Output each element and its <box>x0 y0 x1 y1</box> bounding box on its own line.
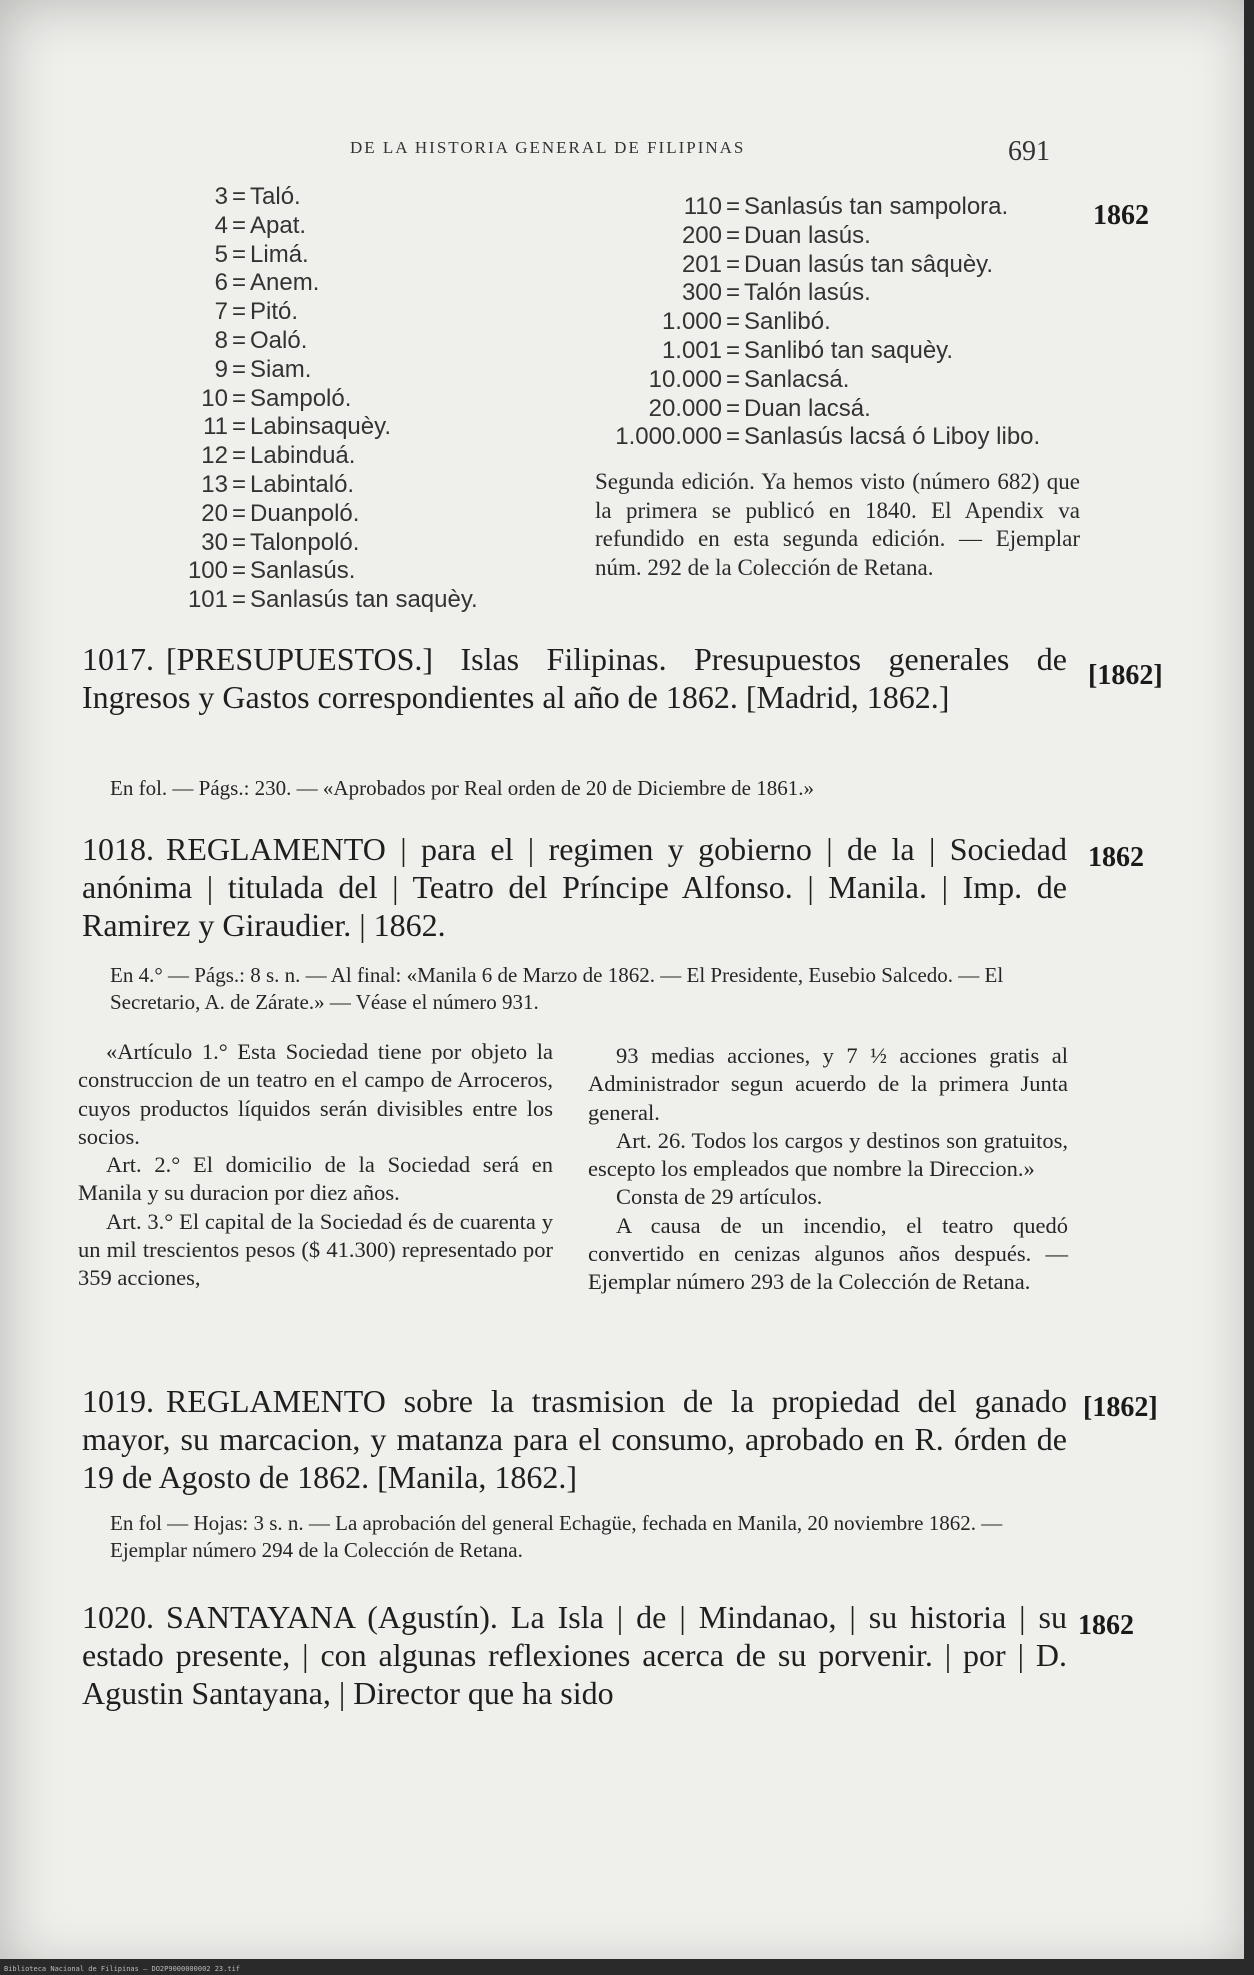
year-marker: [1862] <box>1083 1392 1158 1423</box>
entry-note: En fol — Hojas: 3 s. n. — La aprobación del general Echagüe, fechada en Manila, 20 noviembre 1862. — Ejemplar número 294 de la Colección de Retana. <box>110 1511 1003 1562</box>
equals-sign: = <box>232 442 247 470</box>
entry-number: 1018. <box>82 831 154 867</box>
numeral-word: Pitó. <box>250 298 299 326</box>
catalog-entry-1019 <box>82 1382 1067 1496</box>
numeral-word: Duanpoló. <box>250 499 360 527</box>
numeral-word: Siam. <box>250 355 312 383</box>
equals-sign: = <box>232 470 247 498</box>
numeral-word: Talón lasús. <box>744 279 871 307</box>
equals-sign: = <box>232 384 247 412</box>
equals-sign: = <box>726 221 741 249</box>
equals-sign: = <box>726 193 741 220</box>
numeral-value: 201 <box>681 250 722 278</box>
numerals-list-left <box>140 183 478 615</box>
numeral-row <box>140 183 478 212</box>
equals-sign: = <box>232 499 247 527</box>
numeral-value: 8 <box>214 326 228 354</box>
numerals-list-right <box>580 193 1040 452</box>
entry-note: En 4.° — Págs.: 8 s. n. — Al final: «Manila 6 de Marzo de 1862. — El Presidente, Eusebio Salcedo. — El Secretario, A. de Zárate.» — Véase el número 931. <box>110 963 1004 1014</box>
equals-sign: = <box>726 423 741 451</box>
numeral-word: Duan lacsá. <box>744 394 871 422</box>
numeral-row <box>580 222 1040 251</box>
entry-title: REGLAMENTO sobre la trasmision de la propiedad del ganado mayor, su marcacion, y matanza para el consumo, aprobado en R. órden de 19 de Agosto de 1862. [Manila, 1862.] <box>82 1383 1067 1495</box>
entry-number: 1019. <box>82 1383 154 1419</box>
numeral-value: 7 <box>214 298 228 326</box>
scan-footer: Biblioteca Nacional de Filipinas — DO2P9000000002 23.tif <box>4 1965 241 1973</box>
numeral-word: Sanlasús. <box>250 557 356 585</box>
numeral-word: Duan lasús. <box>744 221 871 249</box>
numeral-word: Sanlasús tan saquèy. <box>250 586 478 614</box>
edition-note: Segunda edición. Ya hemos visto (número 682) que la primera se publicó en 1840. El Apendix va refundido en esta segunda edición. — Ejemplar núm. 292 de la Colección de Retana. <box>595 469 1080 580</box>
numeral-row <box>140 212 478 241</box>
numeral-row <box>580 337 1040 366</box>
equals-sign: = <box>232 240 247 268</box>
column-paragraph: A causa de un incendio, el teatro quedó convertido en cenizas algunos años después. — Ejemplar número 293 de la Colección de Retana. <box>588 1212 1068 1295</box>
numeral-value: 110 <box>683 193 722 220</box>
numeral-value: 11 <box>203 413 228 441</box>
equals-sign: = <box>726 279 741 307</box>
numeral-value: 1.000 <box>661 308 722 336</box>
numeral-word: Labinduá. <box>250 442 356 470</box>
equals-sign: = <box>232 557 247 585</box>
numeral-value: 9 <box>214 355 228 383</box>
equals-sign: = <box>232 528 247 556</box>
equals-sign: = <box>726 336 741 364</box>
numeral-word: Labintaló. <box>250 470 355 498</box>
numeral-row <box>140 471 478 500</box>
numeral-value: 3 <box>214 183 228 210</box>
numeral-value: 100 <box>187 557 228 585</box>
numeral-word: Labinsaquèy. <box>250 413 392 441</box>
numeral-word: Anem. <box>250 269 320 297</box>
numeral-row <box>140 356 478 385</box>
entry-title: [PRESUPUESTOS.] Islas Filipinas. Presupuestos generales de Ingresos y Gastos correspondientes al año de 1862. [Madrid, 1862.] <box>82 641 1067 715</box>
numeral-row <box>140 298 478 327</box>
numeral-value: 1.001 <box>661 336 722 364</box>
numeral-value: 10 <box>201 384 228 412</box>
numeral-row <box>580 423 1040 452</box>
equals-sign: = <box>232 355 247 383</box>
entry-number: 1017. <box>82 641 154 677</box>
numeral-value: 12 <box>201 442 228 470</box>
column-paragraph: Art. 2.° El domicilio de la Sociedad será en Manila y su duracion por diez años. <box>78 1152 553 1206</box>
equals-sign: = <box>726 308 741 336</box>
catalog-entry-1017 <box>82 640 1067 716</box>
numeral-value: 1.000.000 <box>615 423 722 451</box>
numeral-word: Sanlacsá. <box>744 365 850 393</box>
numeral-value: 300 <box>681 279 722 307</box>
equals-sign: = <box>232 211 247 239</box>
column-paragraph: Art. 26. Todos los cargos y destinos son gratuitos, escepto los empleados que nombre la Direccion.» <box>588 1127 1068 1182</box>
equals-sign: = <box>232 269 247 297</box>
equals-sign: = <box>232 298 247 326</box>
column-paragraph: Consta de 29 artículos. <box>616 1184 823 1210</box>
page-number: 691 <box>1008 136 1050 167</box>
equals-sign: = <box>726 250 741 278</box>
year-marker: [1862] <box>1088 660 1163 691</box>
numeral-row <box>580 366 1040 395</box>
numeral-row <box>580 308 1040 337</box>
numeral-row <box>140 241 478 270</box>
year-marker: 1862 <box>1088 842 1144 873</box>
numeral-value: 200 <box>681 221 722 249</box>
numeral-word: Limá. <box>250 240 309 268</box>
scan-edge <box>1244 0 1254 1975</box>
left-column <box>78 1038 553 1293</box>
numeral-row <box>140 586 478 615</box>
year-marker: 1862 <box>1093 200 1149 231</box>
numeral-value: 30 <box>201 528 228 556</box>
numeral-word: Sampoló. <box>250 384 352 412</box>
equals-sign: = <box>726 394 741 422</box>
numeral-word: Oaló. <box>250 326 308 354</box>
numeral-row <box>140 529 478 558</box>
numeral-row <box>580 395 1040 424</box>
numeral-row <box>140 500 478 529</box>
numeral-word: Apat. <box>250 211 307 239</box>
right-column <box>588 1042 1068 1297</box>
numeral-word: Sanlasús lacsá ó Liboy libo. <box>744 423 1041 451</box>
column-paragraph: «Artículo 1.° Esta Sociedad tiene por objeto la construccion de un teatro en el campo de Arroceros, cuyos productos líquidos serán divisibles entre los socios. <box>78 1039 553 1149</box>
numeral-value: 20 <box>201 499 228 527</box>
numeral-value: 10.000 <box>648 365 722 393</box>
numeral-value: 20.000 <box>648 394 722 422</box>
entry-title: SANTAYANA (Agustín). La Isla | de | Mindanao, | su historia | su estado presente, | con algunas reflexiones acerca de su porvenir. | por | D. Agustin Santayana, | Director que ha sido <box>82 1599 1067 1711</box>
numeral-word: Talonpoló. <box>250 528 360 556</box>
numeral-row <box>140 269 478 298</box>
entry-note: En fol. — Págs.: 230. — «Aprobados por Real orden de 20 de Diciembre de 1861.» <box>110 776 814 800</box>
equals-sign: = <box>232 586 247 614</box>
year-marker: 1862 <box>1078 1610 1134 1641</box>
numeral-word: Sanlibó tan saquèy. <box>744 336 954 364</box>
catalog-entry-1020 <box>82 1598 1067 1712</box>
numeral-row <box>580 251 1040 280</box>
numeral-word: Taló. <box>250 183 301 210</box>
numeral-row <box>140 385 478 414</box>
equals-sign: = <box>232 413 247 441</box>
equals-sign: = <box>232 326 247 354</box>
numeral-value: 4 <box>214 211 228 239</box>
equals-sign: = <box>726 365 741 393</box>
numeral-value: 101 <box>187 586 228 614</box>
numeral-value: 6 <box>214 269 228 297</box>
entry-number: 1020. <box>82 1599 154 1635</box>
catalog-entry-1018 <box>82 830 1067 944</box>
column-paragraph: 93 medias acciones, y 7 ½ acciones gratis al Administrador segun acuerdo de la primera Junta general. <box>588 1043 1068 1125</box>
numeral-row <box>580 193 1040 222</box>
numeral-row <box>580 279 1040 308</box>
equals-sign: = <box>232 183 247 210</box>
numeral-row <box>140 327 478 356</box>
numeral-value: 5 <box>214 240 228 268</box>
numeral-value: 13 <box>201 470 228 498</box>
numeral-row <box>140 442 478 471</box>
numeral-word: Sanlasús tan sampolora. <box>744 193 1009 220</box>
numeral-word: Duan lasús tan sâquèy. <box>744 250 994 278</box>
entry-title: REGLAMENTO | para el | regimen y gobierno | de la | Sociedad anónima | titulada del | Teatro del Príncipe Alfonso. | Manila. | Imp. de Ramirez y Giraudier. | 1862. <box>82 831 1067 943</box>
numeral-word: Sanlibó. <box>744 308 831 336</box>
running-head: DE LA HISTORIA GENERAL DE FILIPINAS <box>350 138 746 157</box>
numeral-row <box>140 413 478 442</box>
column-paragraph: Art. 3.° El capital de la Sociedad és de cuarenta y un mil trescientos pesos ($ 41.300) representado por 359 acciones, <box>78 1208 553 1291</box>
numeral-row <box>140 557 478 586</box>
